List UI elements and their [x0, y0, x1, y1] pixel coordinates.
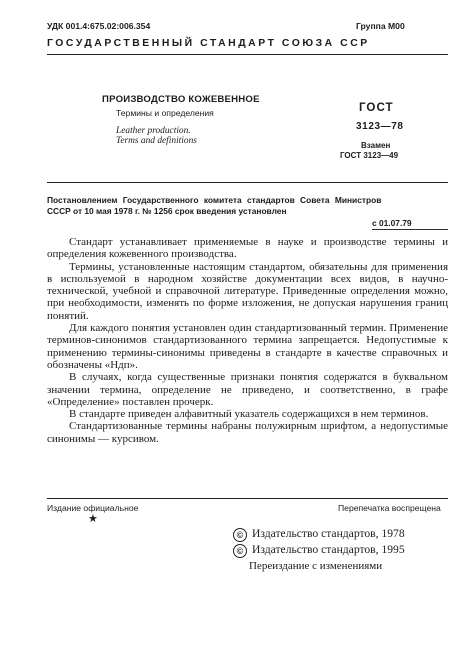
reprint-prohibited-label: Перепечатка воспрещена	[338, 503, 441, 513]
paragraph-2: Термины, установленные настоящим стандартом, обязательны для применения в используемой в народном хозяйстве документации всех видов, в научно-технической, учебной и справочной литературе. Приведенные определения можно, при необходимости, изменять по форме изложения, не допуская нарушения границ понятий.	[47, 260, 448, 322]
copyright-icon: ©	[233, 544, 247, 558]
start-date: с 01.07.79	[372, 218, 412, 228]
paragraph-3: Для каждого понятия установлен один стандартизованный термин. Применение терминов-синонимов стандартизованного термина запрещается. Недопустимые к применению термины-синонимы приведены в стандарте в качестве справочных и обозначены «Ндп».	[47, 322, 448, 371]
middle-rule	[47, 182, 448, 183]
gost-label: ГОСТ	[359, 101, 394, 114]
document-subtitle: Термины и определения	[116, 108, 214, 118]
star-icon: ★	[88, 513, 98, 525]
paragraph-4: В случаях, когда существенные признаки понятия содержатся в буквальном значении термина, определение не приведено, и соответственно, в графе «Определение» поставлен прочерк.	[47, 371, 448, 408]
top-rule	[47, 54, 448, 55]
state-standard-heading: ГОСУДАРСТВЕННЫЙ СТАНДАРТ СОЮЗА ССР	[47, 38, 370, 49]
decree-line2: СССР от 10 мая 1978 г. № 1256 срок введения установлен	[47, 206, 287, 216]
reissue-note: Переиздание с изменениями	[249, 560, 383, 572]
start-date-underline	[372, 229, 448, 230]
copyright-1995-text: Издательство стандартов, 1995	[252, 543, 405, 556]
copyright-icon: ©	[233, 528, 247, 542]
body-text	[47, 236, 448, 445]
paragraph-6: Стандартизованные термины набраны полужирным шрифтом, а недопустимые синонимы — курсивом.	[47, 420, 448, 445]
copyright-1995	[233, 543, 405, 558]
replaces-label: Взамен	[361, 141, 391, 150]
gost-number: 3123—78	[356, 121, 404, 132]
replaces-value: ГОСТ 3123—49	[340, 151, 399, 160]
document-title: ПРОИЗВОДСТВО КОЖЕВЕННОЕ	[102, 94, 260, 105]
copyright-1978-text: Издательство стандартов, 1978	[252, 527, 405, 540]
english-title-line1: Leather production.	[116, 126, 191, 136]
udk-code: УДК 001.4:675.02:006.354	[47, 21, 151, 31]
decree-line1: Постановлением Государственного комитета стандартов Совета Министров	[47, 195, 382, 205]
paragraph-5: В стандарте приведен алфавитный указатель содержащихся в нем терминов.	[69, 408, 429, 421]
bottom-rule	[47, 498, 448, 499]
group-code: Группа М00	[356, 21, 405, 31]
english-title-line2: Terms and definitions	[116, 136, 197, 146]
paragraph-1: Стандарт устанавливает применяемые в науке и производстве термины и определения кожевенного производства.	[47, 236, 448, 261]
official-edition-label: Издание официальное	[47, 503, 139, 513]
copyright-1978	[233, 527, 405, 542]
